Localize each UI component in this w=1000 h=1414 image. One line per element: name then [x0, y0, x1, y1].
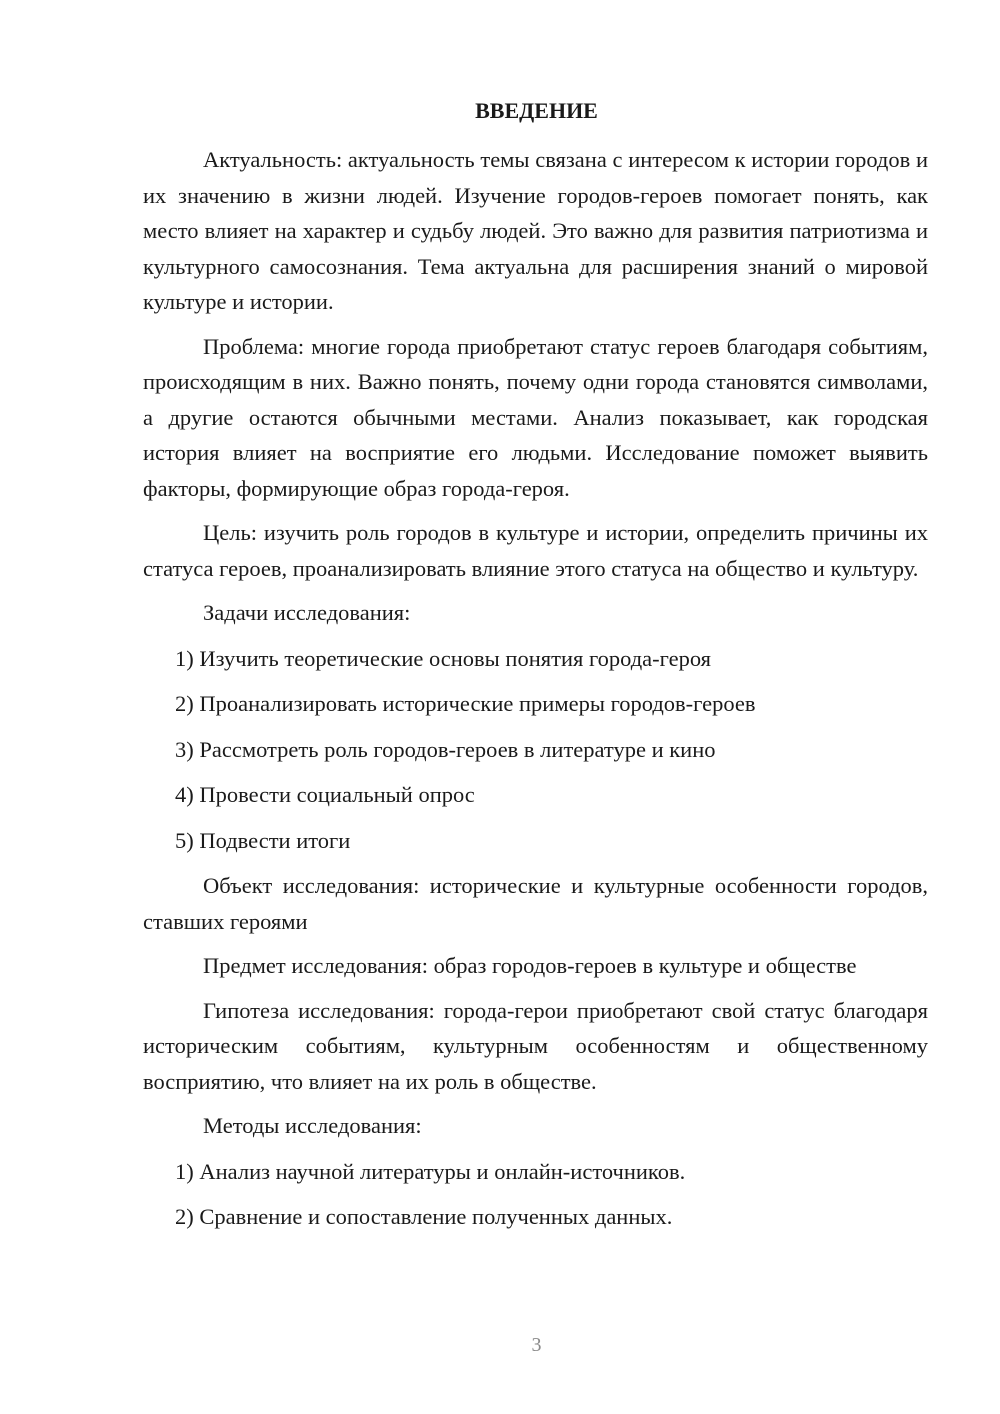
list-item: 1) Изучить теоретические основы понятия города-героя	[175, 645, 711, 671]
problem-paragraph: Проблема: многие города приобретают статус героев благодаря событиям, происходящим в них. Важно понять, почему одни города становятся символами, а другие остаются обычными местами. Анализ показывает, как городская история влияет на восприятие его людьми. Исследование поможет выявить факторы, формирующие образ города-героя.	[143, 333, 928, 501]
list-item: 2) Проанализировать исторические примеры городов-героев	[175, 691, 756, 716]
hypothesis-paragraph: Гипотеза исследования: города-герои приобретают свой статус благодаря историческим событиям, культурным особенностям и общественному восприятию, что влияет на их роль в обществе.	[143, 997, 928, 1094]
subject-paragraph: Предмет исследования: образ городов-героев в культуре и обществе	[203, 953, 857, 978]
page-title: ВВЕДЕНИЕ	[475, 98, 598, 123]
methods-list	[143, 1154, 928, 1235]
relevance-paragraph: Актуальность: актуальность темы связана с интересом к истории городов и их значению в жизни людей. Изучение городов-героев помогает понять, как место влияет на характер и судьбу людей. Это важно для развития патриотизма и культурного самосознания. Тема актуальна для расширения знаний о мировой культуре и истории.	[143, 147, 928, 314]
page-number: 3	[531, 1334, 542, 1356]
tasks-label: Задачи исследования:	[203, 600, 411, 625]
list-item: 5) Подвести итоги	[175, 827, 351, 853]
methods-label: Методы исследования:	[203, 1113, 422, 1138]
object-paragraph: Объект исследования: исторические и культурные особенности городов, ставших героями	[143, 873, 928, 934]
list-item: 2) Сравнение и сопоставление полученных данных.	[175, 1204, 673, 1229]
tasks-list	[143, 641, 928, 859]
list-item: 1) Анализ научной литературы и онлайн-источников.	[175, 1158, 686, 1184]
list-item: 3) Рассмотреть роль городов-героев в литературе и кино	[175, 736, 716, 762]
goal-paragraph: Цель: изучить роль городов в культуре и истории, определить причины их статуса героев, проанализировать влияние этого статуса на общество и культуру.	[143, 520, 928, 581]
document-body	[143, 142, 928, 1245]
list-item: 4) Провести социальный опрос	[175, 782, 475, 807]
